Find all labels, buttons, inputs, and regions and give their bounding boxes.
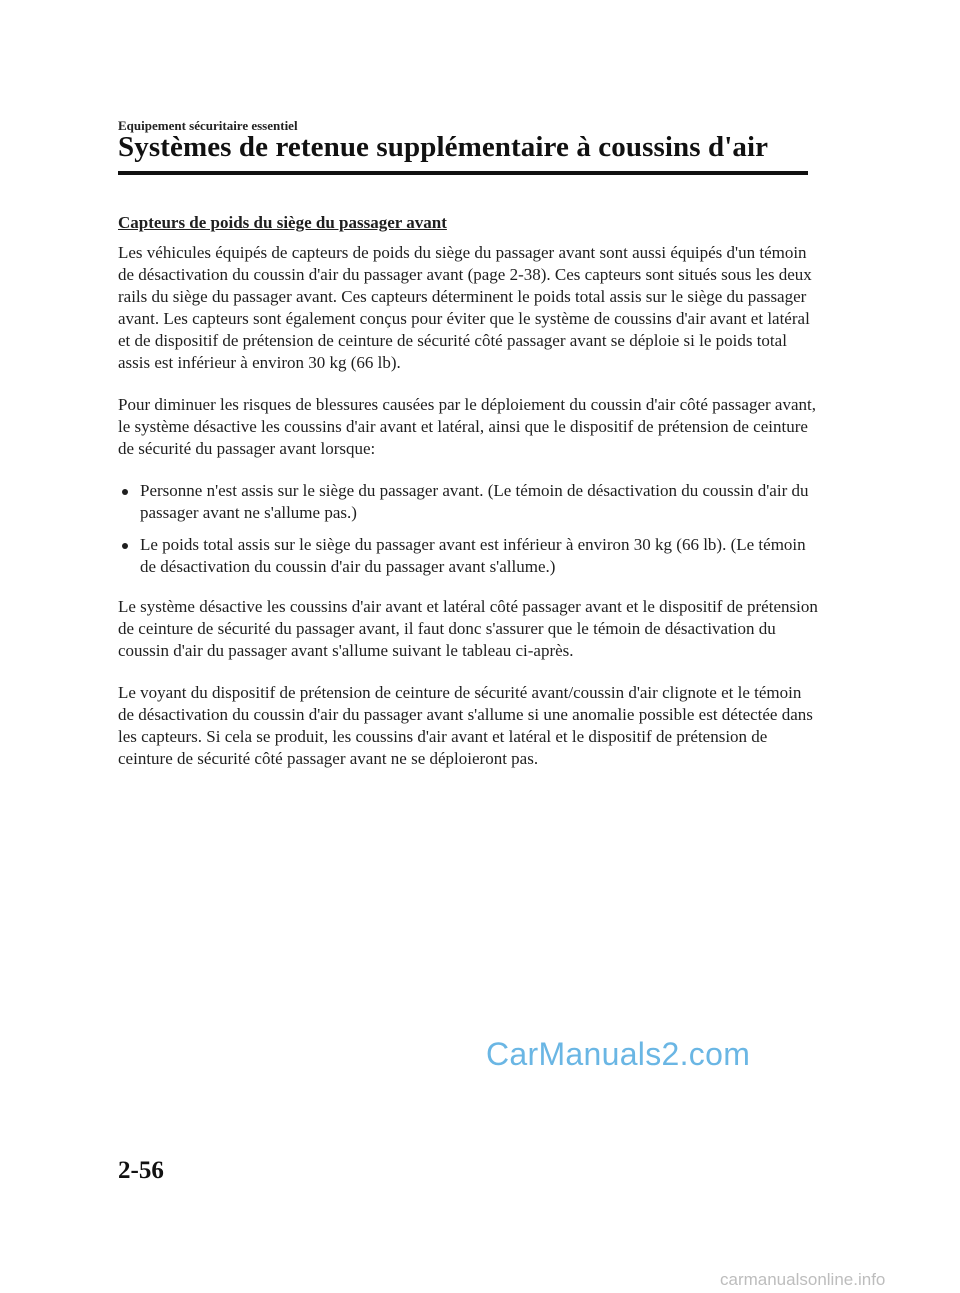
main-content — [118, 212, 818, 790]
bullet-icon — [122, 543, 128, 549]
page-title: Systèmes de retenue supplémentaire à coussins d'air — [118, 131, 769, 163]
header-divider — [118, 171, 808, 175]
section-heading: Capteurs de poids du siège du passager avant — [118, 213, 447, 232]
watermark-text: CarManuals2.com — [486, 1036, 751, 1072]
section-kicker: Equipement sécuritaire essentiel — [118, 118, 298, 133]
paragraph: Le système désactive les coussins d'air avant et latéral côté passager avant et le dispositif de prétension de ceinture de sécurité du passager avant, il faut donc s'assurer que le témoin de désactivation du coussin d'air du passager avant s'allume suivant le tableau ci-après. — [118, 597, 818, 660]
bullet-item — [118, 480, 818, 524]
bullet-text: Personne n'est assis sur le siège du passager avant. (Le témoin de désactivation du coussin d'air du passager avant ne s'allume pas.) — [140, 481, 809, 522]
bullet-list — [118, 480, 818, 578]
page-number: 2-56 — [118, 1157, 164, 1184]
paragraph: Les véhicules équipés de capteurs de poids du siège du passager avant sont aussi équipés d'un témoin de désactivation du coussin d'air du passager avant (page 2-38). Ces capteurs sont situés sous les deux rails du siège du passager avant. Ces capteurs déterminent le poids total assis sur le siège du passager avant. Les capteurs sont également conçus pour éviter que le système de coussins d'air avant et latéral et de dispositif de prétension de ceinture de sécurité côté passager avant se déploie si le poids total assis est inférieur à environ 30 kg (66 lb). — [118, 243, 812, 372]
footer-site-link[interactable]: carmanualsonline.info — [720, 1270, 886, 1289]
paragraph: Le voyant du dispositif de prétension de ceinture de sécurité avant/coussin d'air clignote et le témoin de désactivation du coussin d'air du passager avant s'allume si une anomalie possible est détectée dans les capteurs. Si cela se produit, les coussins d'air avant et latéral et le dispositif de prétension de ceinture de sécurité côté passager avant ne se déploieront pas. — [118, 683, 813, 768]
bullet-icon — [122, 489, 128, 495]
bullet-item — [118, 534, 818, 578]
paragraph: Pour diminuer les risques de blessures causées par le déploiement du coussin d'air côté passager avant, le système désactive les coussins d'air avant et latéral, ainsi que le dispositif de prétension de ceinture de sécurité du passager avant lorsque: — [118, 395, 816, 458]
bullet-text: Le poids total assis sur le siège du passager avant est inférieur à environ 30 kg (66 lb). (Le témoin de désactivation du coussin d'air du passager avant s'allume.) — [140, 535, 806, 576]
